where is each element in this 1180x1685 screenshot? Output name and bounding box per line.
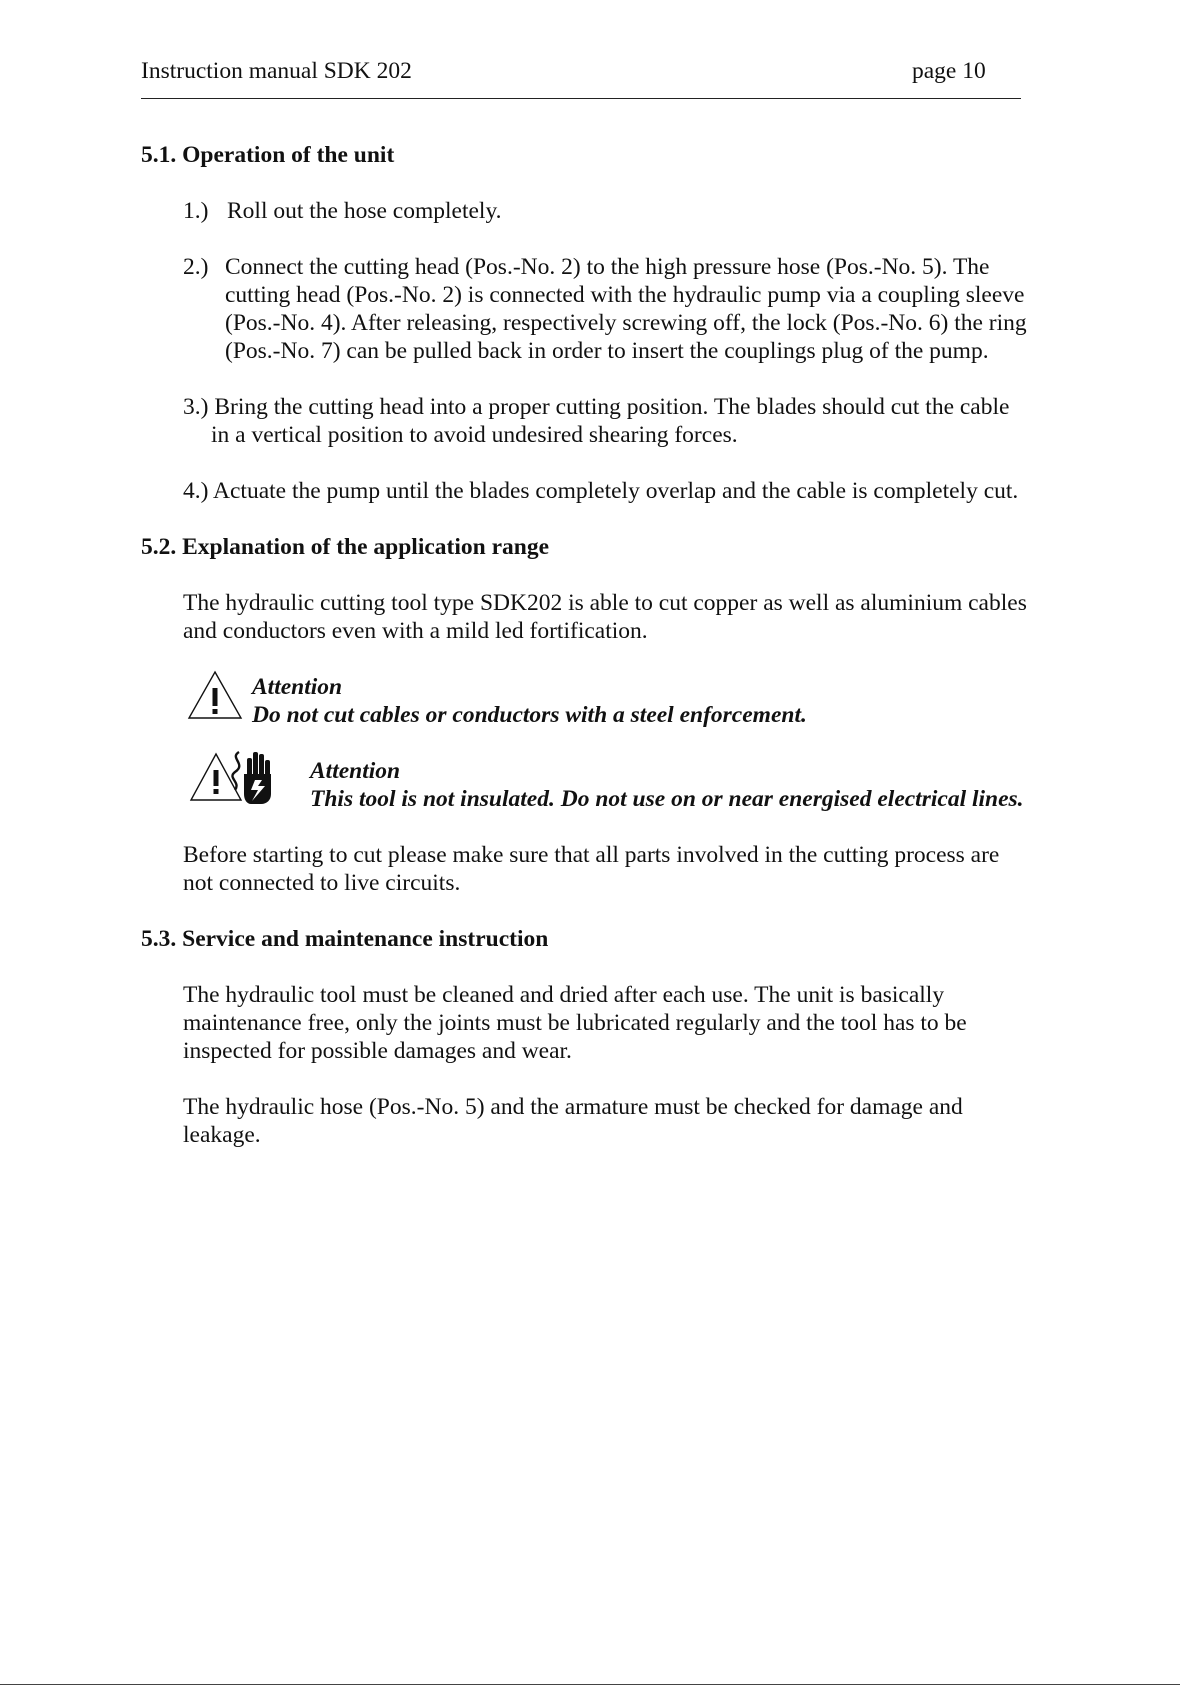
- warning-triangle-icon: [187, 670, 243, 720]
- step-2-line-1: Connect the cutting head (Pos.-No. 2) to the high pressure hose (Pos.-No. 5). The: [225, 254, 990, 280]
- maintenance-para-line-2: maintenance free, only the joints must be lubricated regularly and the tool has to be: [183, 1010, 967, 1036]
- step-1-text: Roll out the hose completely.: [227, 198, 502, 224]
- electric-shock-hand-icon: [189, 748, 289, 806]
- step-2-line-4: (Pos.-No. 7) can be pulled back in order to insert the couplings plug of the pump.: [225, 338, 989, 364]
- section-heading-5-3: 5.3. Service and maintenance instruction: [141, 926, 549, 952]
- step-4-text: 4.) Actuate the pump until the blades completely overlap and the cable is completely cut.: [183, 478, 1019, 504]
- header-divider: [141, 98, 1021, 99]
- safety-para-line-2: not connected to live circuits.: [183, 870, 461, 896]
- section-heading-5-2: 5.2. Explanation of the application range: [141, 534, 550, 560]
- maintenance-para-line-3: inspected for possible damages and wear.: [183, 1038, 572, 1064]
- attention-1-title: Attention: [252, 674, 343, 700]
- step-3-line-1: 3.) Bring the cutting head into a proper cutting position. The blades should cut the cable: [183, 394, 1010, 420]
- hose-para-line-1: The hydraulic hose (Pos.-No. 5) and the armature must be checked for damage and: [183, 1094, 963, 1120]
- page-number: page 10: [912, 58, 986, 84]
- section-heading-5-1: 5.1. Operation of the unit: [141, 142, 395, 168]
- attention-2-text: This tool is not insulated. Do not use on or near energised electrical lines.: [310, 786, 1024, 812]
- attention-1-text: Do not cut cables or conductors with a steel enforcement.: [252, 702, 807, 728]
- application-para-line-2: and conductors even with a mild led fortification.: [183, 618, 648, 644]
- attention-2-title: Attention: [310, 758, 401, 784]
- hose-para-line-2: leakage.: [183, 1122, 261, 1148]
- step-2-line-2: cutting head (Pos.-No. 2) is connected with the hydraulic pump via a coupling sleeve: [225, 282, 1025, 308]
- maintenance-para-line-1: The hydraulic tool must be cleaned and dried after each use. The unit is basically: [183, 982, 945, 1008]
- step-2-number: 2.): [183, 254, 209, 280]
- step-2-line-3: (Pos.-No. 4). After releasing, respectively screwing off, the lock (Pos.-No. 6) the ring: [225, 310, 1027, 336]
- step-3-line-2: in a vertical position to avoid undesired shearing forces.: [211, 422, 738, 448]
- document-title: Instruction manual SDK 202: [141, 58, 412, 84]
- step-1-number: 1.): [183, 198, 209, 224]
- application-para-line-1: The hydraulic cutting tool type SDK202 is able to cut copper as well as aluminium cables: [183, 590, 1027, 616]
- safety-para-line-1: Before starting to cut please make sure that all parts involved in the cutting process are: [183, 842, 1000, 868]
